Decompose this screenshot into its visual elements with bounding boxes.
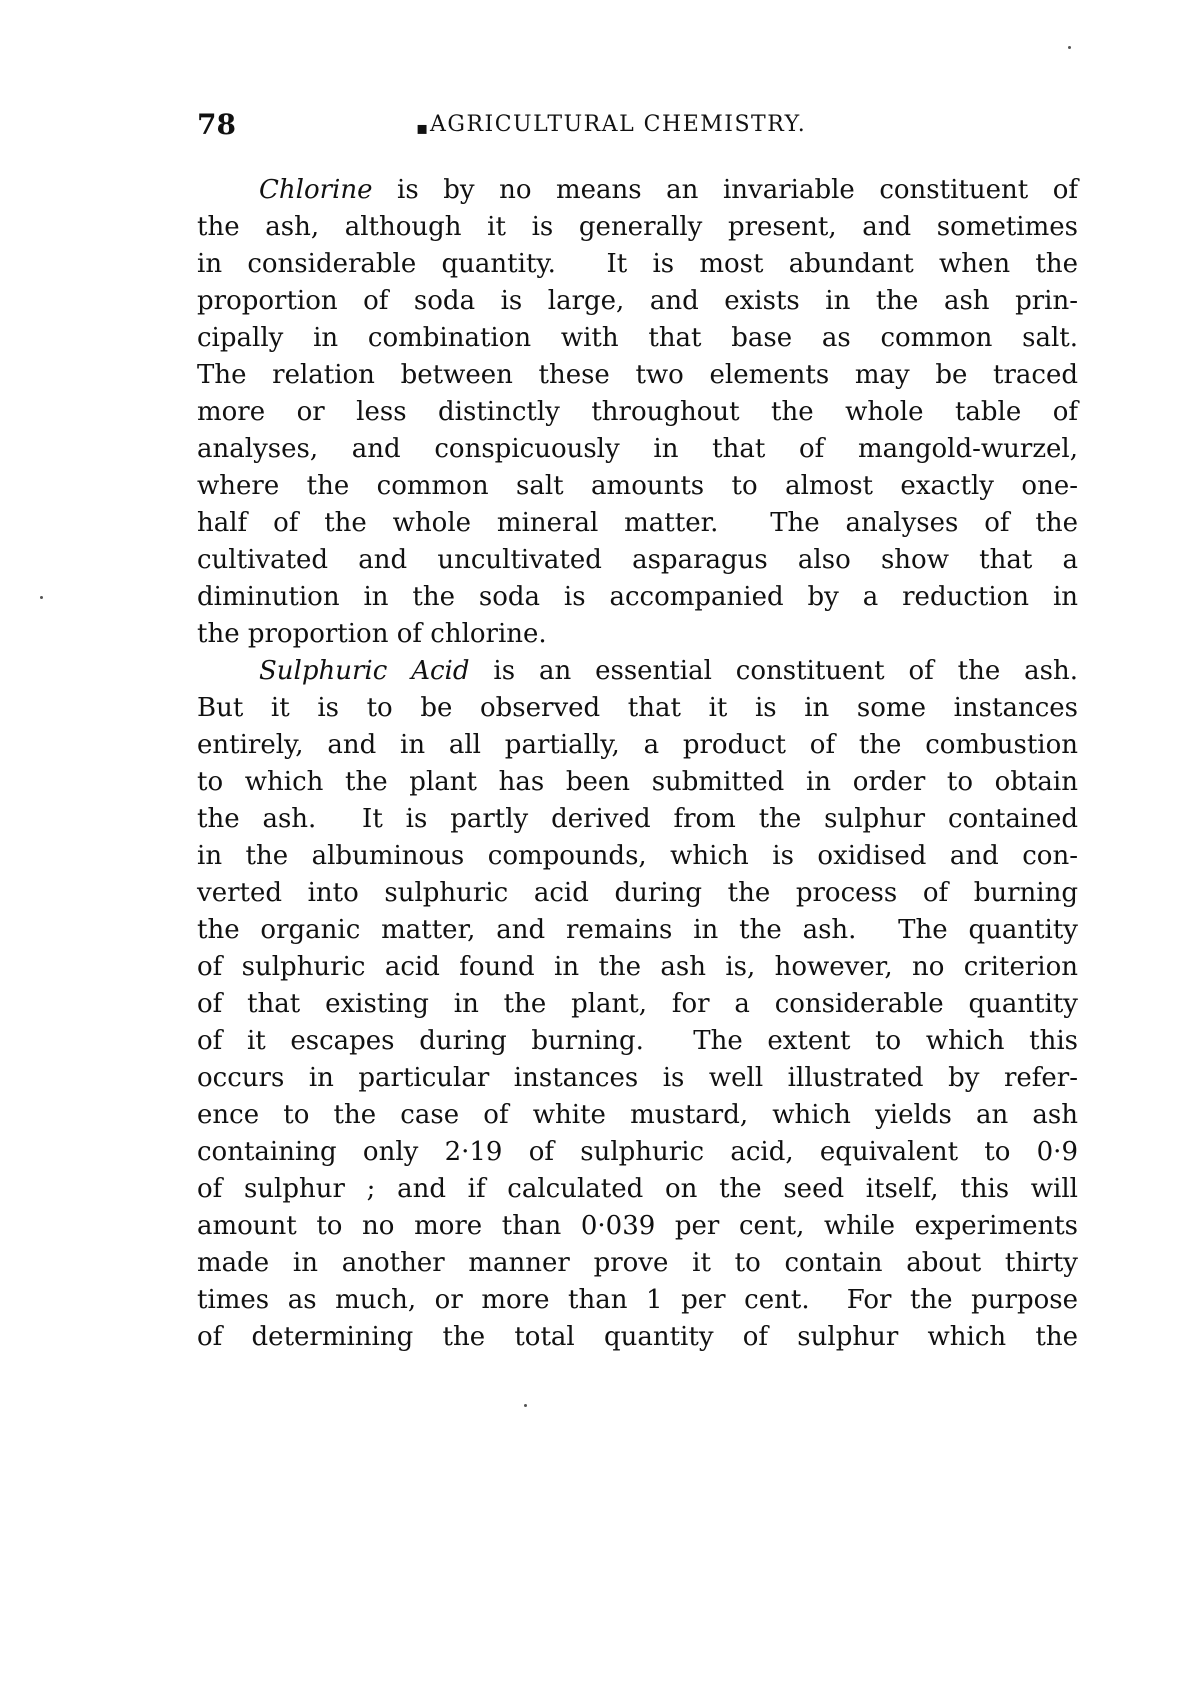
- line-text: the proportion of chlorine.: [197, 619, 547, 649]
- line-text: the ash, although it is generally present, and sometimes: [197, 212, 1078, 242]
- text-line: [197, 394, 1078, 431]
- line-text: proportion of soda is large, and exists in the ash prin-: [197, 286, 1078, 316]
- text-line: [197, 986, 1078, 1023]
- running-title: AGRICULTURAL CHEMISTRY.: [430, 112, 807, 137]
- text-line: [197, 209, 1078, 246]
- line-text: of that existing in the plant, for a considerable quantity: [197, 989, 1078, 1019]
- text-line: [197, 949, 1078, 986]
- text-line: [197, 1282, 1078, 1319]
- line-text: of sulphur ; and if calculated on the seed itself, this will: [197, 1174, 1078, 1204]
- line-text: cultivated and uncultivated asparagus also show that a: [197, 545, 1078, 575]
- text-line: [197, 1060, 1078, 1097]
- line-text: verted into sulphuric acid during the process of burning: [197, 878, 1078, 908]
- line-text: occurs in particular instances is well illustrated by refer-: [197, 1063, 1078, 1093]
- text-line: [197, 838, 1078, 875]
- line-text: in the albuminous compounds, which is oxidised and con-: [197, 841, 1078, 871]
- text-line: [197, 320, 1078, 357]
- line-text: is by no means an invariable constituent of: [372, 175, 1078, 205]
- scan-speck: [1068, 46, 1071, 49]
- text-line: [197, 1208, 1078, 1245]
- line-text: the ash. It is partly derived from the sulphur contained: [197, 804, 1078, 834]
- text-line: [197, 1023, 1078, 1060]
- line-text: made in another manner prove it to contain about thirty: [197, 1248, 1078, 1278]
- line-text: is an essential constituent of the ash.: [469, 656, 1079, 686]
- line-text: where the common salt amounts to almost exactly one-: [197, 471, 1078, 501]
- text-line: [197, 912, 1078, 949]
- line-text: entirely, and in all partially, a product of the combustion: [197, 730, 1078, 760]
- body-text: [197, 172, 1078, 1356]
- line-text: ence to the case of white mustard, which yields an ash: [197, 1100, 1078, 1130]
- line-text: of it escapes during burning. The extent to which this: [197, 1026, 1078, 1056]
- text-line: [197, 690, 1078, 727]
- text-line: [197, 246, 1078, 283]
- text-line: [197, 172, 1078, 209]
- line-text: The relation between these two elements may be traced: [197, 360, 1078, 390]
- text-line: [197, 616, 1078, 653]
- line-text: half of the whole mineral matter. The analyses of the: [197, 508, 1078, 538]
- page-number: 78: [197, 108, 236, 141]
- scan-speck: [524, 1404, 527, 1407]
- running-head: ▪ AGRICULTURAL CHEMISTRY.: [416, 112, 807, 139]
- text-line: [197, 1245, 1078, 1282]
- text-line: [197, 505, 1078, 542]
- line-text: cipally in combination with that base as common salt.: [197, 323, 1078, 353]
- text-line: [197, 468, 1078, 505]
- text-line: [197, 1097, 1078, 1134]
- text-line: [197, 801, 1078, 838]
- line-text: But it is to be observed that it is in some instances: [197, 693, 1078, 723]
- line-text: amount to no more than 0·039 per cent, while experiments: [197, 1211, 1078, 1241]
- paragraph-lead: Sulphuric Acid: [259, 656, 470, 686]
- text-line: [197, 431, 1078, 468]
- text-line: [197, 875, 1078, 912]
- line-text: diminution in the soda is accompanied by a reduction in: [197, 582, 1078, 612]
- text-line: [197, 764, 1078, 801]
- text-line: [197, 1171, 1078, 1208]
- line-text: in considerable quantity. It is most abundant when the: [197, 249, 1078, 279]
- line-text: the organic matter, and remains in the ash. The quantity: [197, 915, 1078, 945]
- line-text: to which the plant has been submitted in order to obtain: [197, 767, 1078, 797]
- text-line: [197, 727, 1078, 764]
- line-text: more or less distinctly throughout the whole table of: [197, 397, 1078, 427]
- scan-speck: [40, 596, 43, 599]
- text-line: [197, 1134, 1078, 1171]
- line-text: containing only 2·19 of sulphuric acid, equivalent to 0·9: [197, 1137, 1078, 1167]
- line-text: times as much, or more than 1 per cent. For the purpose: [197, 1285, 1078, 1315]
- text-line: [197, 653, 1078, 690]
- text-line: [197, 579, 1078, 616]
- text-line: [197, 283, 1078, 320]
- text-line: [197, 542, 1078, 579]
- paragraph-lead: Chlorine: [259, 175, 373, 205]
- text-line: [197, 1319, 1078, 1356]
- text-line: [197, 357, 1078, 394]
- line-text: analyses, and conspicuously in that of mangold-wurzel,: [197, 434, 1078, 464]
- line-text: of sulphuric acid found in the ash is, however, no criterion: [197, 952, 1078, 982]
- line-text: of determining the total quantity of sulphur which the: [197, 1322, 1078, 1352]
